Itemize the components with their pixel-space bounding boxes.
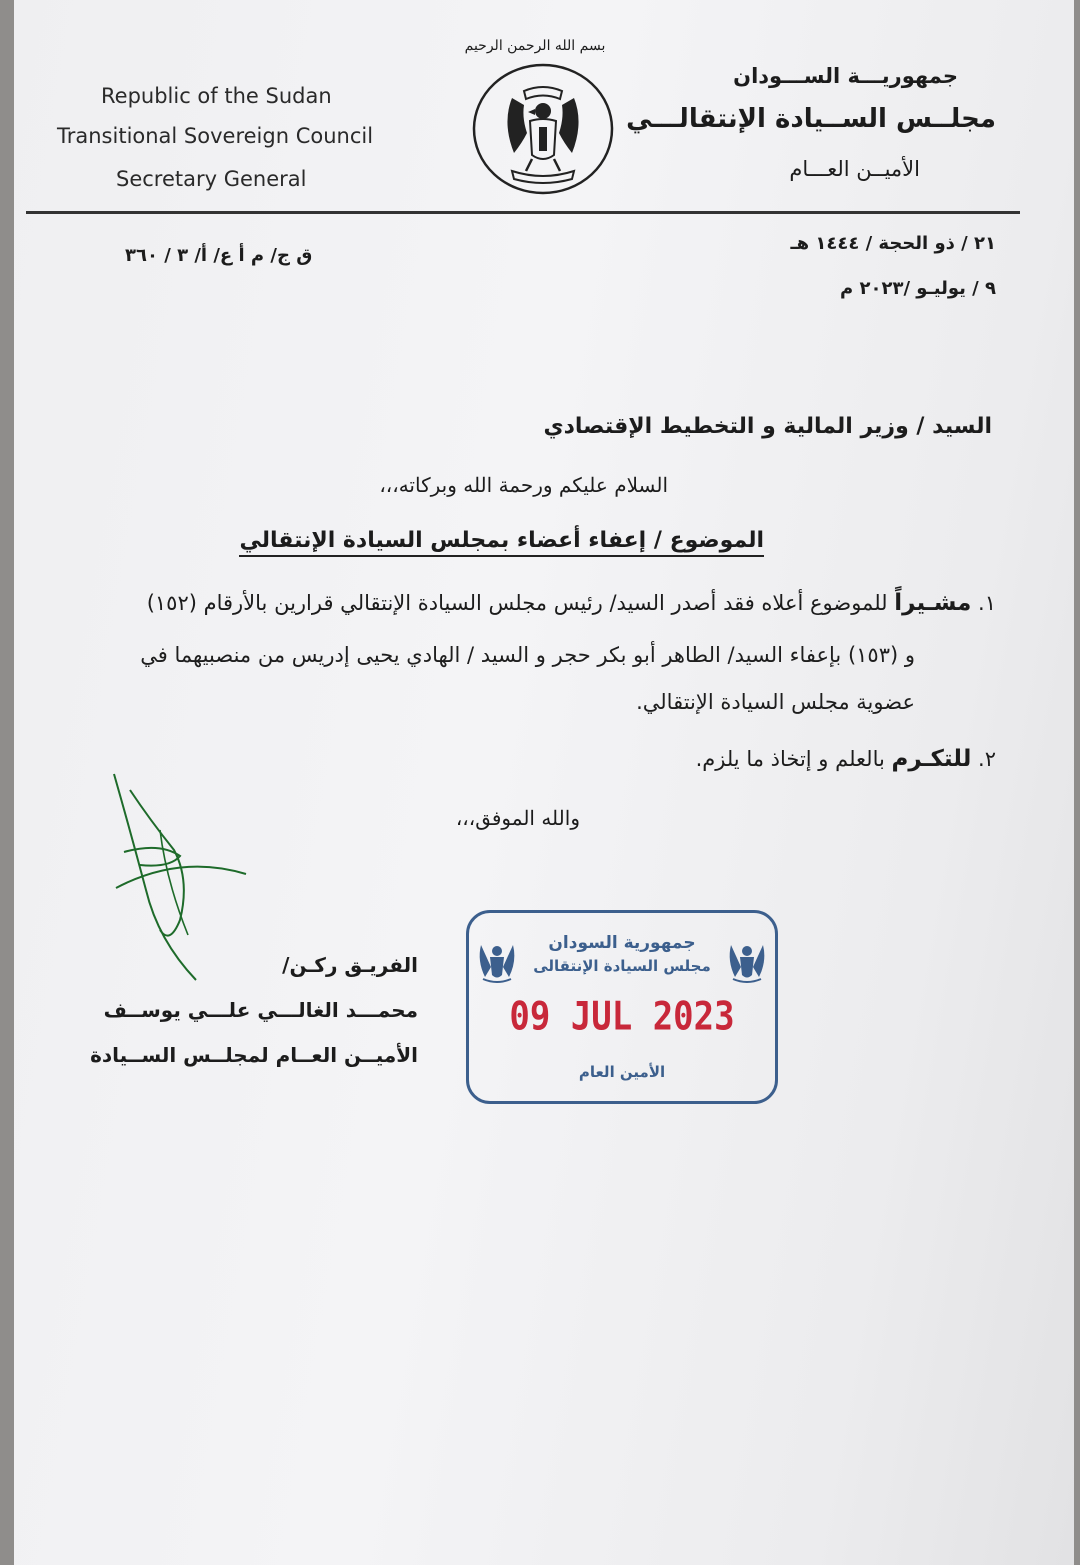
item-1-row (147, 590, 996, 616)
header-arabic-country: جمهوريـــة الســـودان (733, 64, 958, 88)
stamp-line-1: جمهورية السودان (548, 933, 696, 953)
signatory-title: الأميــن العــام لمجلــس الســيادة (90, 1043, 418, 1067)
recipient: السيد / وزير المالية و التخطيط الإقتصادي (543, 414, 992, 439)
stamp-date: 09 JUL 2023 (509, 994, 735, 1040)
item-1-keyword: مشـيراً (894, 590, 972, 616)
header-english-council: Transitional Sovereign Council (57, 124, 374, 148)
item-1-line-2: و (١٥٣) بإعفاء السيد/ الطاهر أبو بكر حجر و السيد / الهادي يحيى إدريس من منصبيهما في (140, 643, 915, 667)
date-hijri: ٢١ / ذو الحجة / ١٤٤٤ هـ (790, 233, 996, 254)
reference-number: ق ج/ م أ ع/ أ/ ٣ / ٣٦٠ (125, 245, 313, 266)
item-2-row (696, 746, 996, 772)
stamp-emblem-left-icon (475, 937, 519, 985)
subject: الموضوع / إعفاء أعضاء بمجلس السيادة الإنتقالي (239, 528, 764, 557)
sudan-eagle-emblem-icon (472, 63, 614, 195)
greeting: السلام عليكم ورحمة الله وبركاته،،، (379, 473, 668, 497)
basmala: بسم الله الرحمن الرحيم (464, 38, 606, 54)
signatory-rank: الفريـق ركـن/ (282, 953, 418, 977)
header-divider (26, 211, 1020, 214)
item-1-line-1: للموضوع أعلاه فقد أصدر السيد/ رئيس مجلس السيادة الإنتقالي قرارين بالأرقام (١٥٢) (146, 591, 888, 615)
header-arabic-council: مجلــس الســيادة الإنتقالـــي (626, 104, 996, 134)
item-2-keyword: للتكـرم (891, 746, 972, 772)
item-2-text: بالعلم و إتخاذ ما يلزم. (695, 747, 885, 771)
item-1-line-3: عضوية مجلس السيادة الإنتقالي. (636, 690, 915, 714)
header-arabic-office: الأميــن العـــام (789, 157, 920, 181)
stamp-line-2: مجلس السيادة الإنتقالى (533, 957, 711, 975)
closing: والله الموفق،،، (455, 806, 580, 830)
official-date-stamp (466, 910, 778, 1104)
stamp-emblem-right-icon (725, 937, 769, 985)
item-2-number: ٢. (978, 747, 996, 771)
header-english-country: Republic of the Sudan (101, 84, 332, 108)
date-gregorian: ٩ / يوليـو /٢٠٢٣ م (840, 278, 996, 299)
signatory-name: محمـــد الغالـــي علـــي يوســف (103, 998, 418, 1022)
item-1-number: ١. (978, 591, 996, 615)
header-english-office: Secretary General (116, 167, 307, 191)
stamp-footer: الأمين العام (578, 1063, 666, 1081)
handwritten-signature-icon (100, 770, 260, 985)
